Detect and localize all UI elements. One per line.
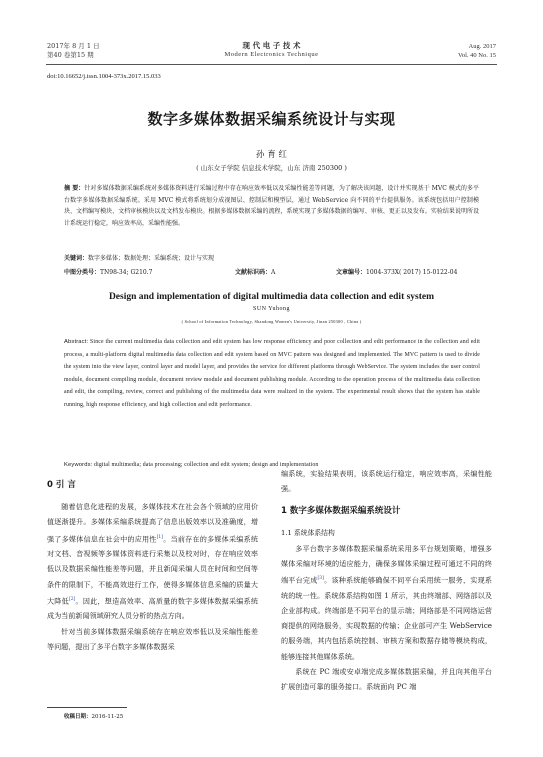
author-cn: 孙 育 红 xyxy=(256,150,287,160)
header-rule xyxy=(46,64,497,65)
header-date-cn: 2017年 8 月 1 日 xyxy=(47,42,100,50)
affiliation-cn: ( 山东女子学院 信息技术学院，山东 济南 250300 ) xyxy=(196,164,347,172)
document-code-value: A xyxy=(271,269,276,276)
header-volume-en: Vol. 40 No. 15 xyxy=(458,52,496,59)
right-paragraph-2: 系统在 PC 端或安卓端完成多媒体数据采编，并且向其他平台扩展创造可靠的服务接口。系统面向 PC 端 xyxy=(281,666,492,691)
keywords-en-text: digital multimedia; data processing; collection and edit system; design and implementation xyxy=(92,462,319,468)
right-p1-part-a: 多平台数字多媒体数据采编系统采用多平台规划策略，增强多媒体采编对环境的适应能力，确保多媒体采编过程可通过不同的终端平台完成 xyxy=(281,543,492,585)
citation-ref[interactable]: [2] xyxy=(68,596,76,602)
section-0-heading: 0 引 言 xyxy=(47,480,76,490)
abstract-cn xyxy=(64,183,479,230)
keywords-cn-label: 关键词： xyxy=(64,255,89,262)
article-number xyxy=(336,267,457,276)
intro-paragraph-1 xyxy=(47,499,258,623)
keywords-cn xyxy=(64,253,479,262)
footnote-value: 2016-11-25 xyxy=(91,714,124,720)
body-column-left xyxy=(47,470,258,654)
article-number-value: 1004-373X( 2017) 15-0122-04 xyxy=(366,269,458,276)
body-column-right xyxy=(281,466,492,694)
footnote-received-date xyxy=(64,712,123,720)
keywords-en-label: Keywords: xyxy=(64,462,93,468)
intro-p1-part-b: 。当前存在的多媒体采编系统对文档、音视频等多媒体资料进行采集以及校对时，存在响应效率低以及数据采编性能差等问题，并且新闻采编人员在时间和空间等条件的限制下，不能高效进行工作，使得多媒体信息采编的质量大大降低 xyxy=(47,533,259,606)
clc-label: 中图分类号： xyxy=(64,269,101,276)
header-date-en: Aug. 2017 xyxy=(468,43,496,50)
clc-value: TN98-34; G210.7 xyxy=(100,269,153,276)
abstract-en xyxy=(64,336,480,412)
abstract-en-text: Since the current multimedia data collection and edit system has low response efficiency and poor collection and edit performance in the collection and edit process, a multi-platform digital multimedia data collection and edit system based on MVC pattern was designed and implemented. The MVC pattern is used to divide the system into the view layer, control layer and model layer, and provides the service for different platforms through WebService. The system includes the user control module, document compiling module, document review module and document publishing module. According to the operation process of the multimedia data collection and edit, the compiling, review, correct and publishing of the multimedia data were realized in the system. The experimental result shows that the system has stable running, high response efficiency, and high collection and edit performance. xyxy=(64,339,480,408)
subsection-1-1-heading: 1.1 系统体系结构 xyxy=(281,528,335,537)
citation-ref[interactable]: [3] xyxy=(317,576,324,582)
intro-p1-part-c: 。因此，想造高效率、高质量的数字多媒体数据采编系统成为当前新闻领域研究人员分析的热点方向。 xyxy=(47,596,259,621)
paper-title-en: Design and implementation of digital multimedia data collection and edit system xyxy=(108,292,435,302)
intro-p1-part-a: 随着信息化进程的发展，多媒体技术在社会各个领域的应用价值逐渐提升。多媒体采编系统提高了信息出版效率以及准确度，增强了多媒体信息在社会中的应用性 xyxy=(47,502,258,543)
abstract-cn-text: 针对多媒体数据采编系统对多媒体资料进行采编过程中存在响应效率低以及采编性能差等问题，为了解决该问题，设计并实现基于 MVC 模式的多平台数字多媒体数据采编系统。采用 MVC 模式将系统划分成视图层、控制层和模型层，通过 WebService 向不同的平台提供服务。该系统包括用户控制模块、文档编写模块、文档审核模块以及文档发布模块。根据多媒体数据采编的流程，系统实现了多媒体数据的编写、审核、更正以及发布。实验结果说明所设计系统运行稳定，响应效率高，采编性能强。 xyxy=(64,185,480,228)
intro-paragraph-2: 针对当前多媒体数据采编系统存在响应效率低以及采编性能差等问题，提出了多平台数字多媒体数据采 xyxy=(47,626,258,651)
journal-name-en: Modern Electronics Technique xyxy=(224,51,319,58)
footnote-rule xyxy=(47,707,127,708)
clc-number xyxy=(64,267,152,276)
right-p1-part-b: 。该种系统能够确保不同平台采用统一服务，实现系统的统一性。系统体系结构如图 1 所示，其由终端部、网络部以及企业部构成。终端部是不同平台的显示端；网络部是不同网络运营商提供的网络服务，实现数据的传输；企业部可产生 WebService 的服务端，其内包括系统控制、审核方案和数据存储等模块构成，能够连接其他媒体系统。 xyxy=(281,575,493,661)
doi: doi:10.16652/j.issn.1004-373x.2017.15.033 xyxy=(47,73,161,80)
document-code xyxy=(235,267,275,276)
keywords-cn-text: 数字多媒体；数据处理；采编系统；设计与实现 xyxy=(88,255,215,262)
paper-title-cn: 数字多媒体数据采编系统设计与实现 xyxy=(147,110,396,128)
affiliation-en: ( School of Information Technology, Shandong Women's University, Jinan 250300 , China ) xyxy=(181,319,362,324)
citation-ref[interactable]: [1] xyxy=(156,534,163,540)
author-en: SUN Yuhong xyxy=(253,306,290,312)
abstract-en-label: Abstract: xyxy=(64,339,89,345)
footnote-label: 收稿日期： xyxy=(64,714,92,720)
header-issue-cn: 第40 卷第15 期 xyxy=(47,51,94,59)
journal-name-cn: 现 代 电 子 技 术 xyxy=(242,41,301,50)
article-number-label: 文章编号： xyxy=(336,269,367,276)
section-1-heading: 1 数字多媒体数据采编系统设计 xyxy=(281,506,401,517)
right-paragraph-1 xyxy=(281,541,492,664)
document-code-label: 文献标识码： xyxy=(235,269,272,276)
right-paragraph-0: 编系统，实验结果表明，该系统运行稳定，响应效率高，采编性能强。 xyxy=(281,469,492,494)
running-header-right xyxy=(458,42,496,60)
abstract-cn-label: 摘 要： xyxy=(64,185,85,192)
